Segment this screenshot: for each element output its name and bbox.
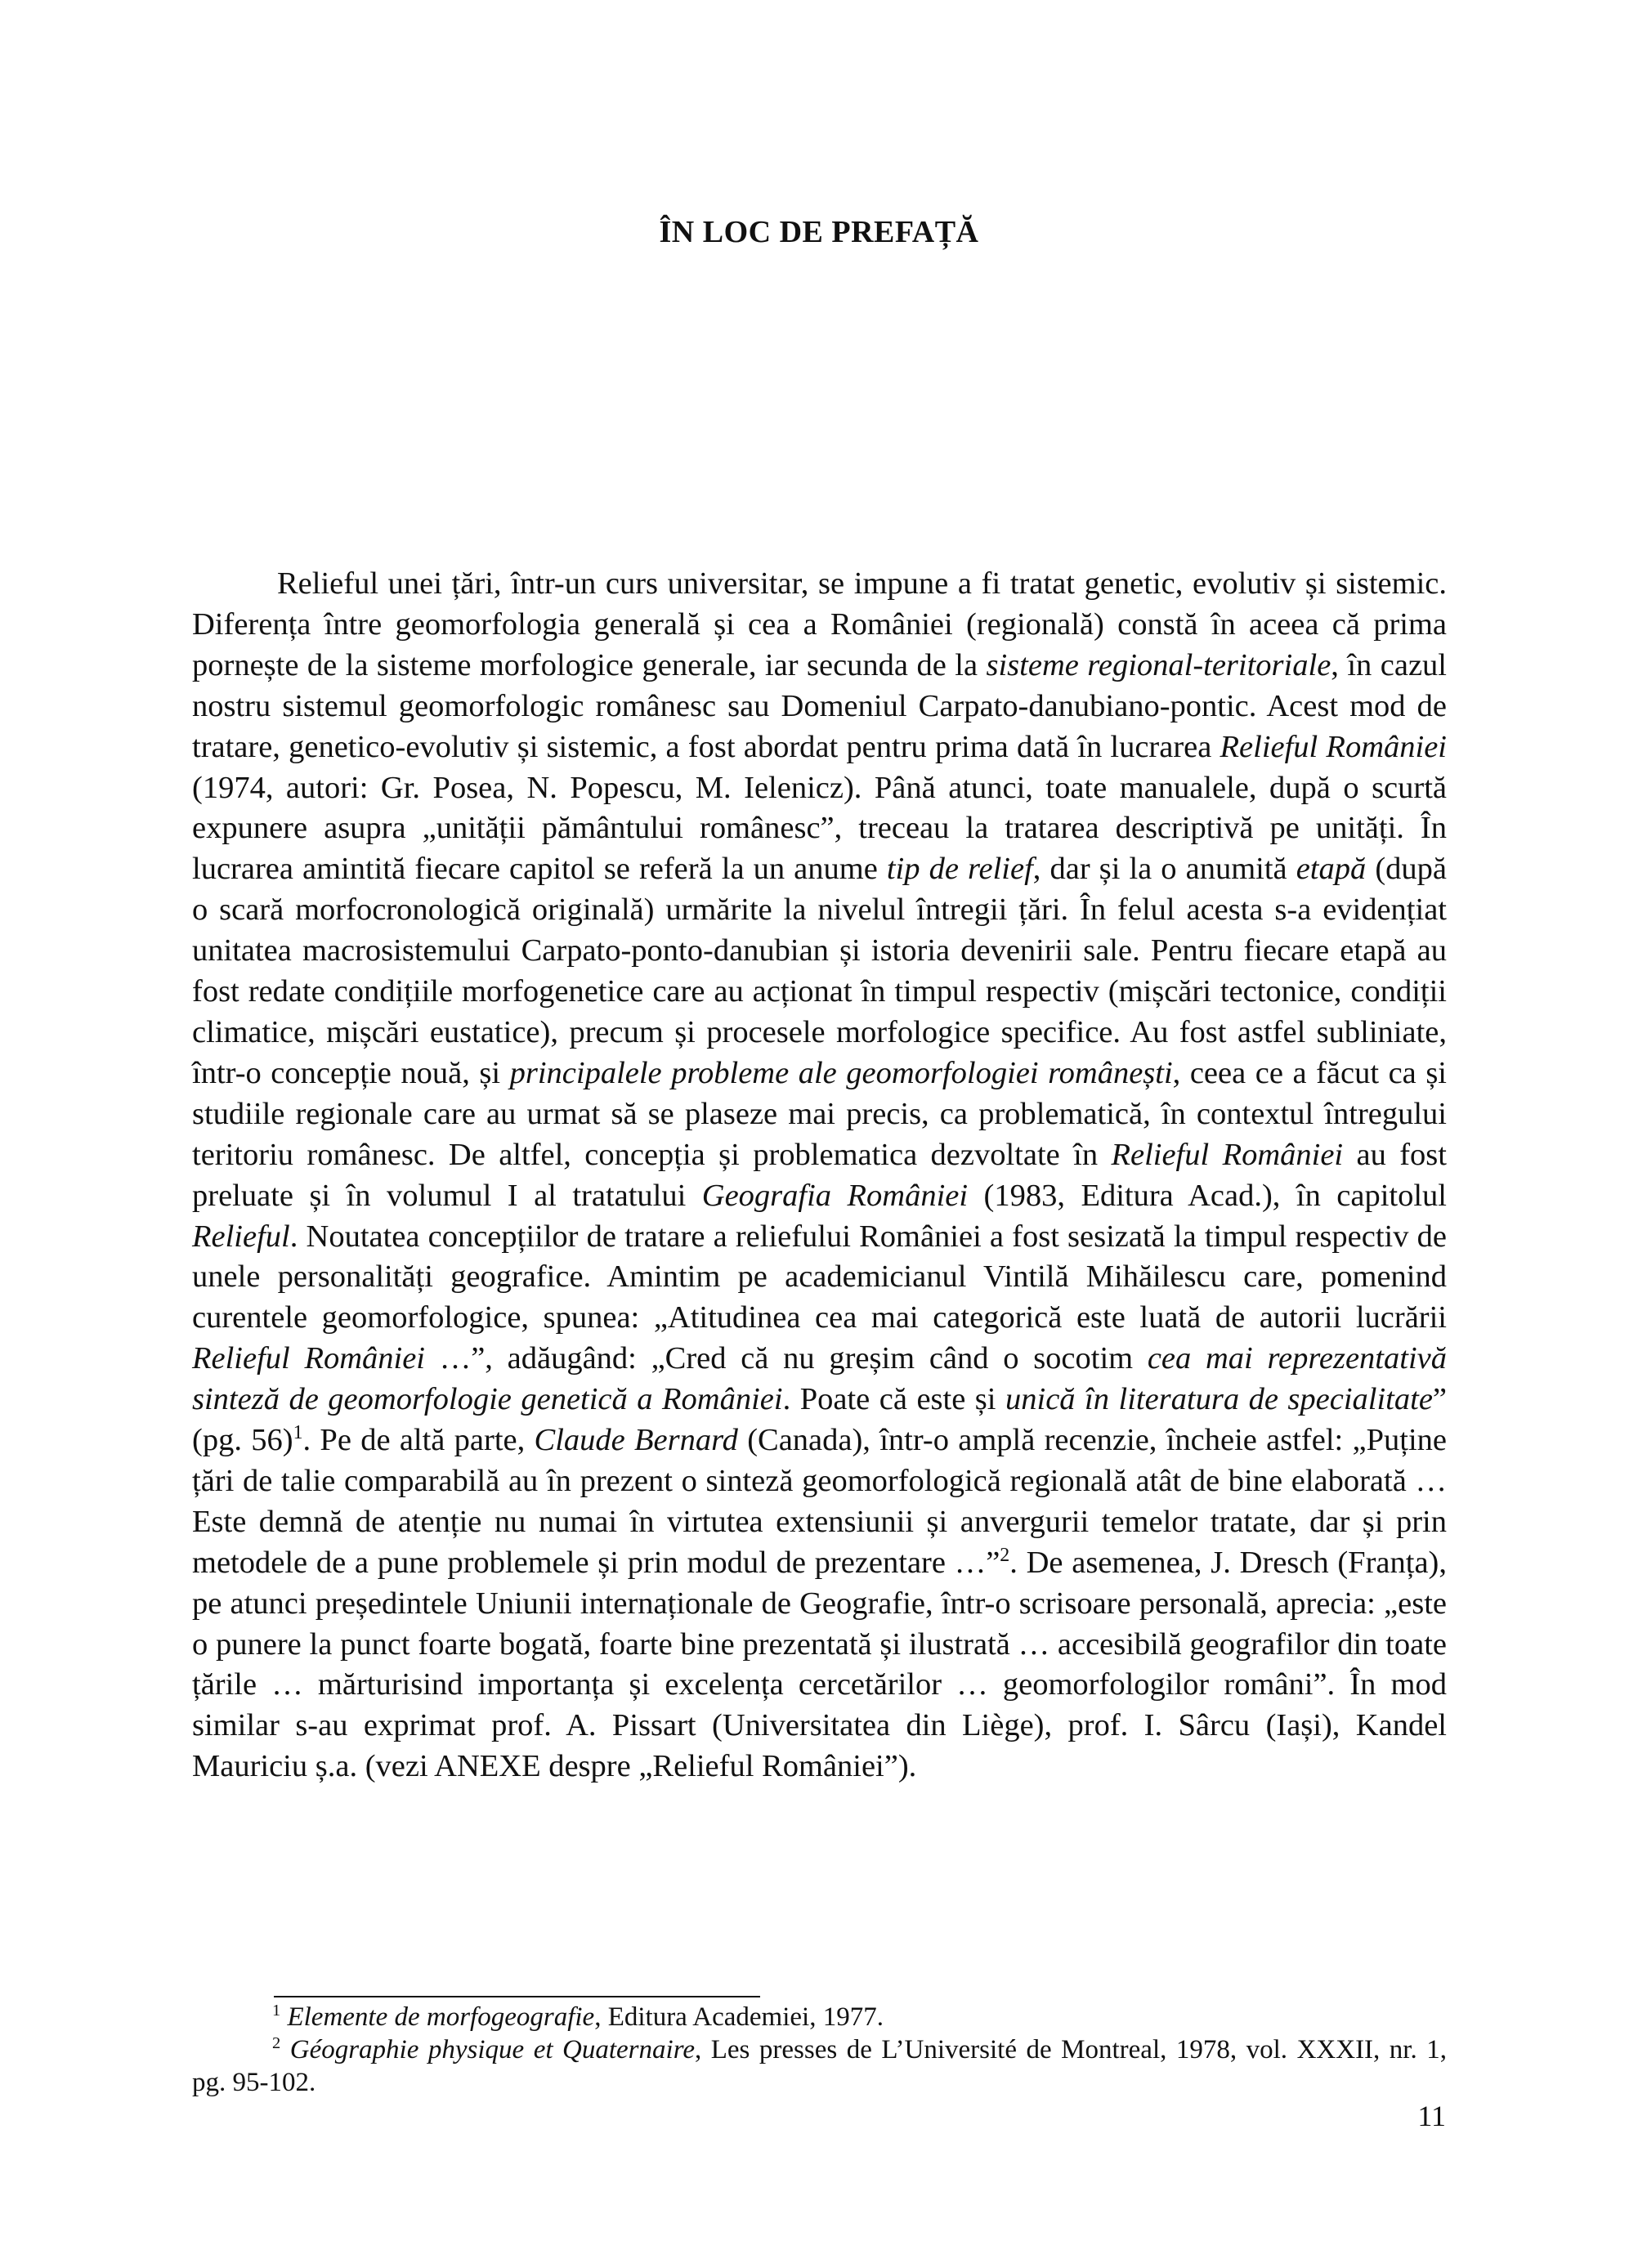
- footnote-text: , Les presses de L’Université de Montreal, 1978, vol. XXXII, nr. 1, pg. 95-102.: [192, 2035, 1447, 2097]
- text-run: , în cazul nostru sistemul geomorfologic românesc sau Domeniul Carpato-danubiano-pontic. Acest mod de tratare, genetico-evolutiv și sistemic, a fost abordat pentru prima dată în lucrarea: [192, 647, 1447, 764]
- italic-run: Relieful: [192, 1219, 290, 1254]
- text-run: au fost preluate și în volumul I al tratatului: [192, 1137, 1447, 1213]
- italic-run: Relieful României: [1111, 1137, 1344, 1172]
- footnote-ref-1[interactable]: 1: [293, 1422, 303, 1444]
- italic-run: Relieful României: [192, 1341, 425, 1376]
- footnote-text: , Editura Academiei, 1977.: [594, 2002, 884, 2032]
- footnote-divider: [274, 1996, 760, 1997]
- body-paragraph: [192, 564, 1447, 1787]
- text-run: . Poate că este și: [782, 1382, 1005, 1417]
- italic-run: Geografia României: [701, 1178, 969, 1213]
- italic-run: unică în literatura de specialitate: [1005, 1382, 1433, 1417]
- italic-run: Relieful României: [1220, 729, 1447, 764]
- page-number: 11: [1417, 2100, 1446, 2132]
- italic-run: tip de relief: [886, 852, 1033, 887]
- footnote-title: Géographie physique et Quaternaire: [289, 2035, 695, 2064]
- italic-run: principalele probleme ale geomorfologiei românești: [509, 1055, 1173, 1090]
- footnote-marker: 2: [272, 2034, 281, 2052]
- italic-run: cea mai reprezentativă sinteză de geomorfologie genetică a României: [192, 1341, 1447, 1417]
- text-run: , ceea ce a făcut ca și studiile regionale care au urmat să se plaseze mai precis, ca problematică, în contextul întregului teritoriu românesc. De altfel, concepția și problematica dezvoltate în: [192, 1055, 1448, 1172]
- footnote-title: Elemente de morfogeografie: [287, 2002, 595, 2032]
- italic-run: sisteme regional-teritoriale: [986, 647, 1331, 682]
- text-run: , dar și la o anumită: [1032, 852, 1296, 887]
- footnotes: [192, 2001, 1447, 2099]
- text-run: . Pe de altă parte,: [302, 1423, 535, 1458]
- text-run: (Canada), într-o amplă recenzie, încheie astfel: „Puține țări de talie comparabilă au în prezent o sinteză geomorfologică regională atât de bine elaborată … Este demnă de atenție nu numai în virtutea extensiunii și anvergurii temelor tratate, dar și prin metodele de a pune problemele și prin modul de prezentare …”: [192, 1423, 1447, 1580]
- text-run: …”, adăugând: „Cred că nu greșim când o socotim: [425, 1341, 1148, 1376]
- text-run: (1974, autori: Gr. Posea, N. Popescu, M. Ielenicz). Până atunci, toate manualele, după o scurtă expunere asupra „unității pământului românesc”, treceau la tratarea descriptivă pe unități. În lucrarea amintită fiecare capitol se referă la un anume: [192, 770, 1447, 887]
- footnote-ref-2[interactable]: 2: [1000, 1544, 1010, 1566]
- page-title: ÎN LOC DE PREFAȚĂ: [659, 215, 979, 249]
- text-run: . Noutatea concepțiilor de tratare a reliefului României a fost sesizată la timpul respectiv de unele personalități geografice. Amintim pe academicianul Vintilă Mihăilescu care, pomenind curentele geomorfologice, spunea: „Atitudinea cea mai categorică este luată de autorii lucrării: [192, 1219, 1447, 1335]
- italic-run: etapă: [1296, 852, 1367, 887]
- text-run: . De asemenea, J. Dresch (Franța), pe atunci președintele Uniunii internaționale de Geografie, într-o scrisoare personală, aprecia: „este o punere la punct foarte bogată, foarte bine prezentată și ilustrată … accesibilă geografilor din toate țările … mărturisind importanța și excelența cercetărilor … geomorfologilor români”. În mod similar s-au exprimat prof. A. Pissart (Universitatea din Liège), prof. I. Sârcu (Iași), Kandel Mauriciu ș.a. (vezi ANEXE despre „Relieful României”).: [192, 1545, 1447, 1784]
- text-run: Relieful unei țări, într-un curs universitar, se impune a fi tratat genetic, evolutiv și sistemic. Diferența între geomorfologia generală și cea a României (regională) constă în aceea că prima pornește de la sisteme morfologice generale, iar secunda de la: [192, 566, 1447, 682]
- text-run: ” (pg. 56): [192, 1382, 1448, 1458]
- italic-run: Claude Bernard: [534, 1423, 738, 1458]
- preface-body: [192, 564, 1447, 1787]
- text-run: (1983, Editura Acad.), în capitolul: [968, 1178, 1447, 1213]
- footnote-2: [192, 2033, 1447, 2099]
- footnote-marker: 1: [272, 2002, 281, 2020]
- text-run: (după o scară morfocronologică originală) urmărite la nivelul întregii țări. În felul acesta s-a evidențiat unitatea macrosistemului Carpato-ponto-danubian și istoria devenirii sale. Pentru fiecare etapă au fost redate condițiile morfogenetice care au acționat în timpul respectiv (mișcări tectonice, condiții climatice, mișcări eustatice), precum și procesele morfologice specifice. Au fost astfel subliniate, într-o concepție nouă, și: [192, 852, 1447, 1090]
- footnote-1: [192, 2001, 1447, 2033]
